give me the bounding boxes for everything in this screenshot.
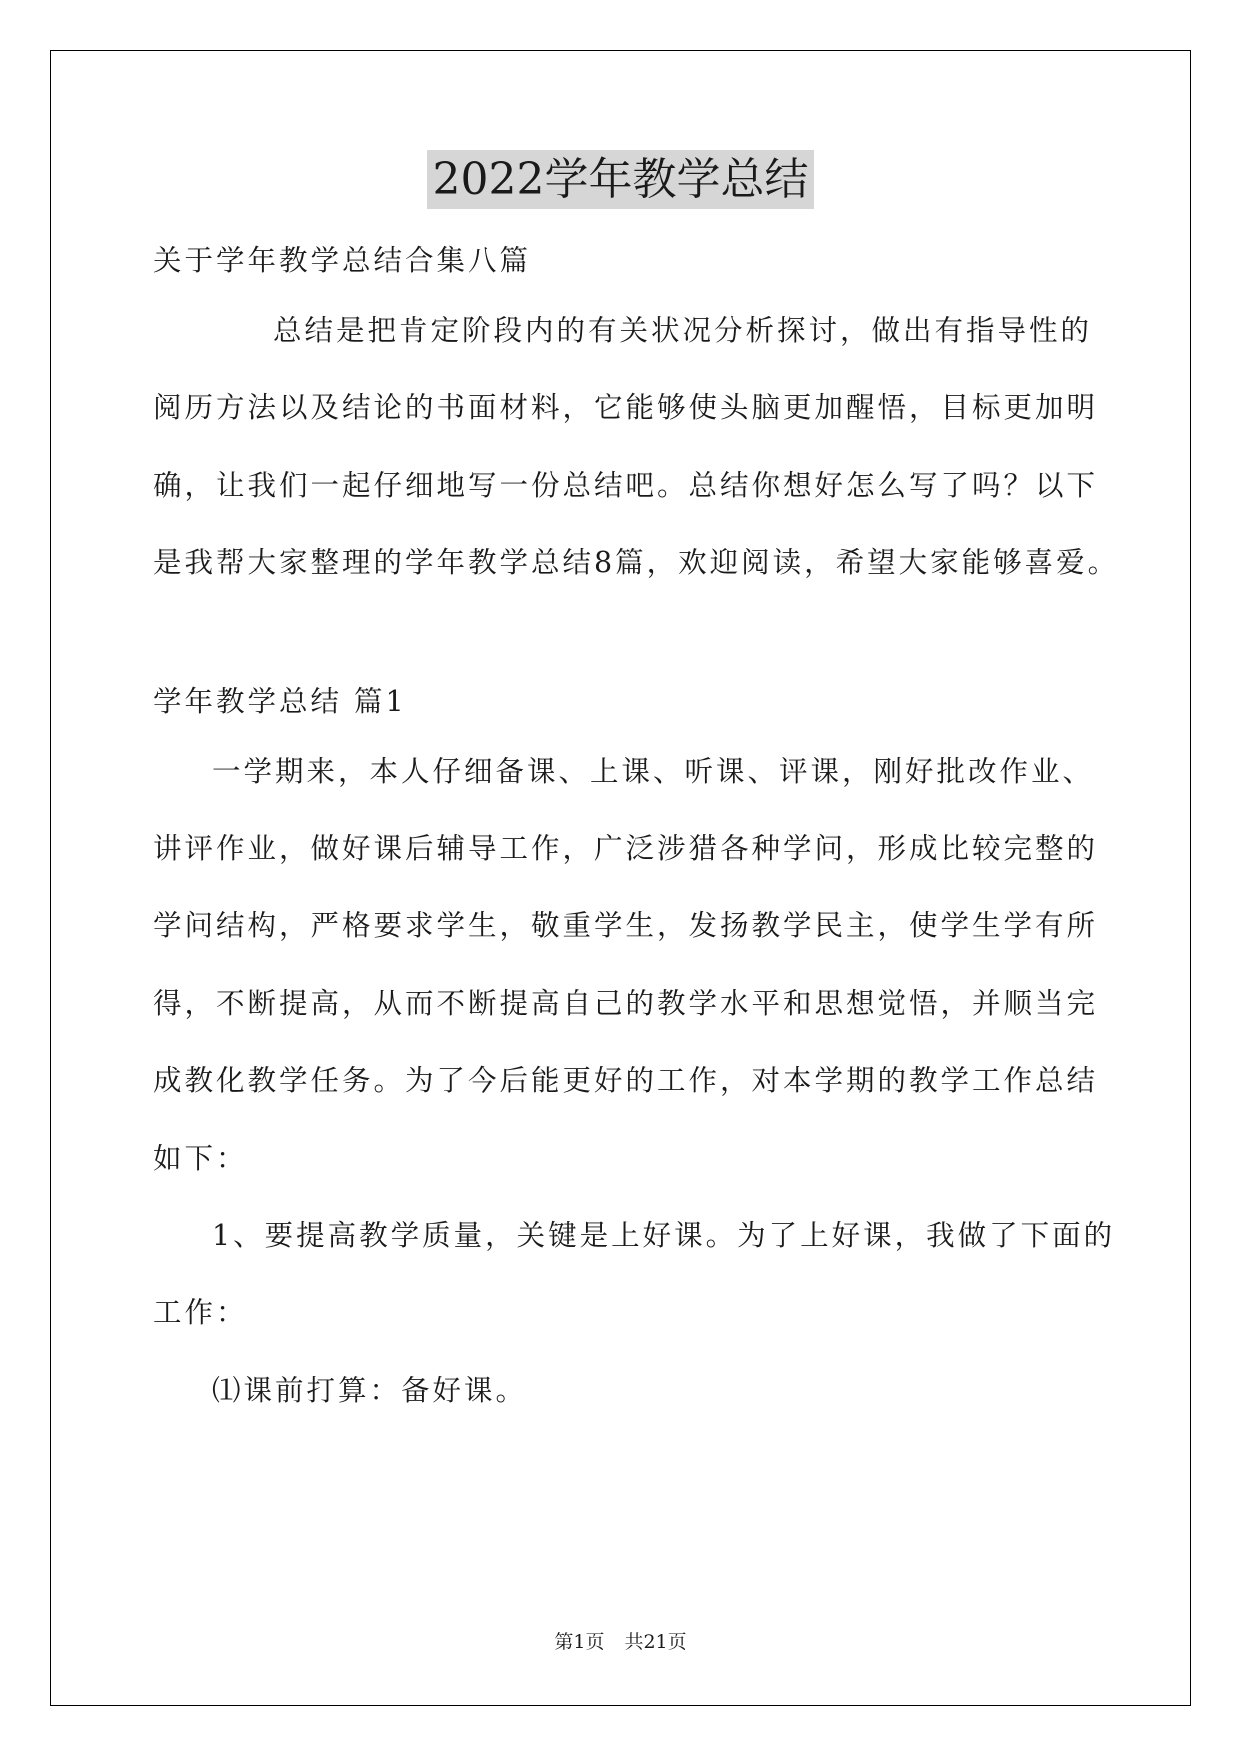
subtitle-line: 关于学年教学总结合集八篇 — [153, 244, 532, 277]
page-number: 第1页 — [554, 1631, 605, 1653]
paragraph-line: 确，让我们一起仔细地写一份总结吧。总结你想好怎么写了吗？以下 — [153, 469, 1099, 502]
document-title-text: 2022学年教学总结 — [427, 150, 815, 209]
paragraph-line: 学问结构，严格要求学生，敬重学生，发扬教学民主，使学生学有所 — [153, 909, 1099, 942]
paragraph-line: 讲评作业，做好课后辅导工作，广泛涉猎各种学问，形成比较完整的 — [153, 832, 1099, 865]
page-total: 共21页 — [624, 1631, 687, 1653]
paragraph-line: 成教化教学任务。为了今后能更好的工作，对本学期的教学工作总结 — [153, 1064, 1099, 1097]
paragraph-line: 如下： — [153, 1142, 248, 1175]
paragraph-line: 1、要提高教学质量，关键是上好课。为了上好课，我做了下面的 — [212, 1219, 1116, 1252]
paragraph-line: 得，不断提高，从而不断提高自己的教学水平和思想觉悟，并顺当完 — [153, 987, 1099, 1020]
paragraph-line: 阅历方法以及结论的书面材料，它能够使头脑更加醒悟，目标更加明 — [153, 391, 1099, 424]
page-footer — [0, 1630, 1241, 1654]
page-border — [50, 50, 1191, 1706]
section-heading: 学年教学总结 篇1 — [153, 685, 407, 718]
paragraph-line: 总结是把肯定阶段内的有关状况分析探讨，做出有指导性的 — [273, 314, 1093, 347]
document-title — [0, 152, 1241, 208]
paragraph-line: 一学期来，本人仔细备课、上课、听课、评课，刚好批改作业、 — [212, 755, 1095, 788]
paragraph-line: 工作： — [153, 1296, 248, 1329]
paragraph-line: ⑴课前打算：备好课。 — [212, 1374, 528, 1407]
paragraph-line: 是我帮大家整理的学年教学总结8篇，欢迎阅读，希望大家能够喜爱。 — [153, 546, 1120, 579]
